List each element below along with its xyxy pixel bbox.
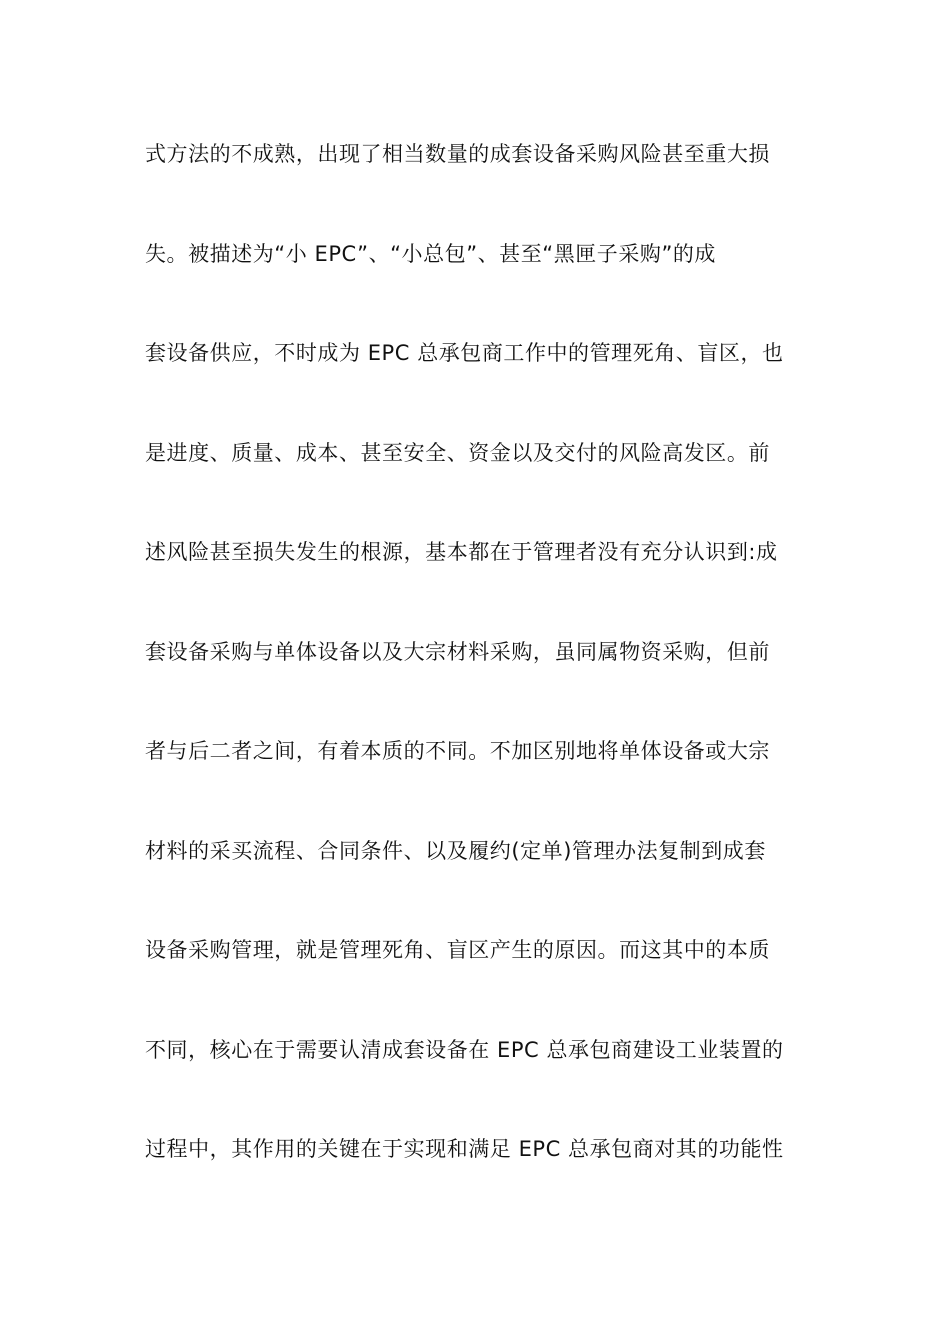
text-line-11: 过程中，其作用的关键在于实现和满足 EPC 总承包商对其的功能性 (145, 1137, 784, 1161)
text-line-4: 是进度、质量、成本、甚至安全、资金以及交付的风险高发区。前 (145, 440, 770, 465)
text-line-6: 套设备采购与单体设备以及大宗材料采购，虽同属物资采购，但前 (145, 639, 770, 664)
text-line-3: 套设备供应，不时成为 EPC 总承包商工作中的管理死角、盲区，也 (145, 341, 784, 365)
body-text (145, 132, 810, 1227)
text-line-2: 失。被描述为“小 EPC”、“小总包”、甚至“黑匣子采购”的成 (145, 241, 716, 266)
text-line-7: 者与后二者之间，有着本质的不同。不加区别地将单体设备或大宗 (145, 739, 770, 763)
text-line-8: 材料的采买流程、合同条件、以及履约(定单)管理办法复制到成套 (145, 838, 766, 863)
text-line-9: 设备采购管理，就是管理死角、盲区产生的原因。而这其中的本质 (145, 938, 770, 962)
text-line-1: 式方法的不成熟，出现了相当数量的成套设备采购风险甚至重大损 (145, 142, 770, 166)
text-line-5: 述风险甚至损失发生的根源，基本都在于管理者没有充分认识到:成 (145, 540, 778, 564)
text-line-10: 不同，核心在于需要认清成套设备在 EPC 总承包商建设工业装置的 (145, 1037, 784, 1062)
